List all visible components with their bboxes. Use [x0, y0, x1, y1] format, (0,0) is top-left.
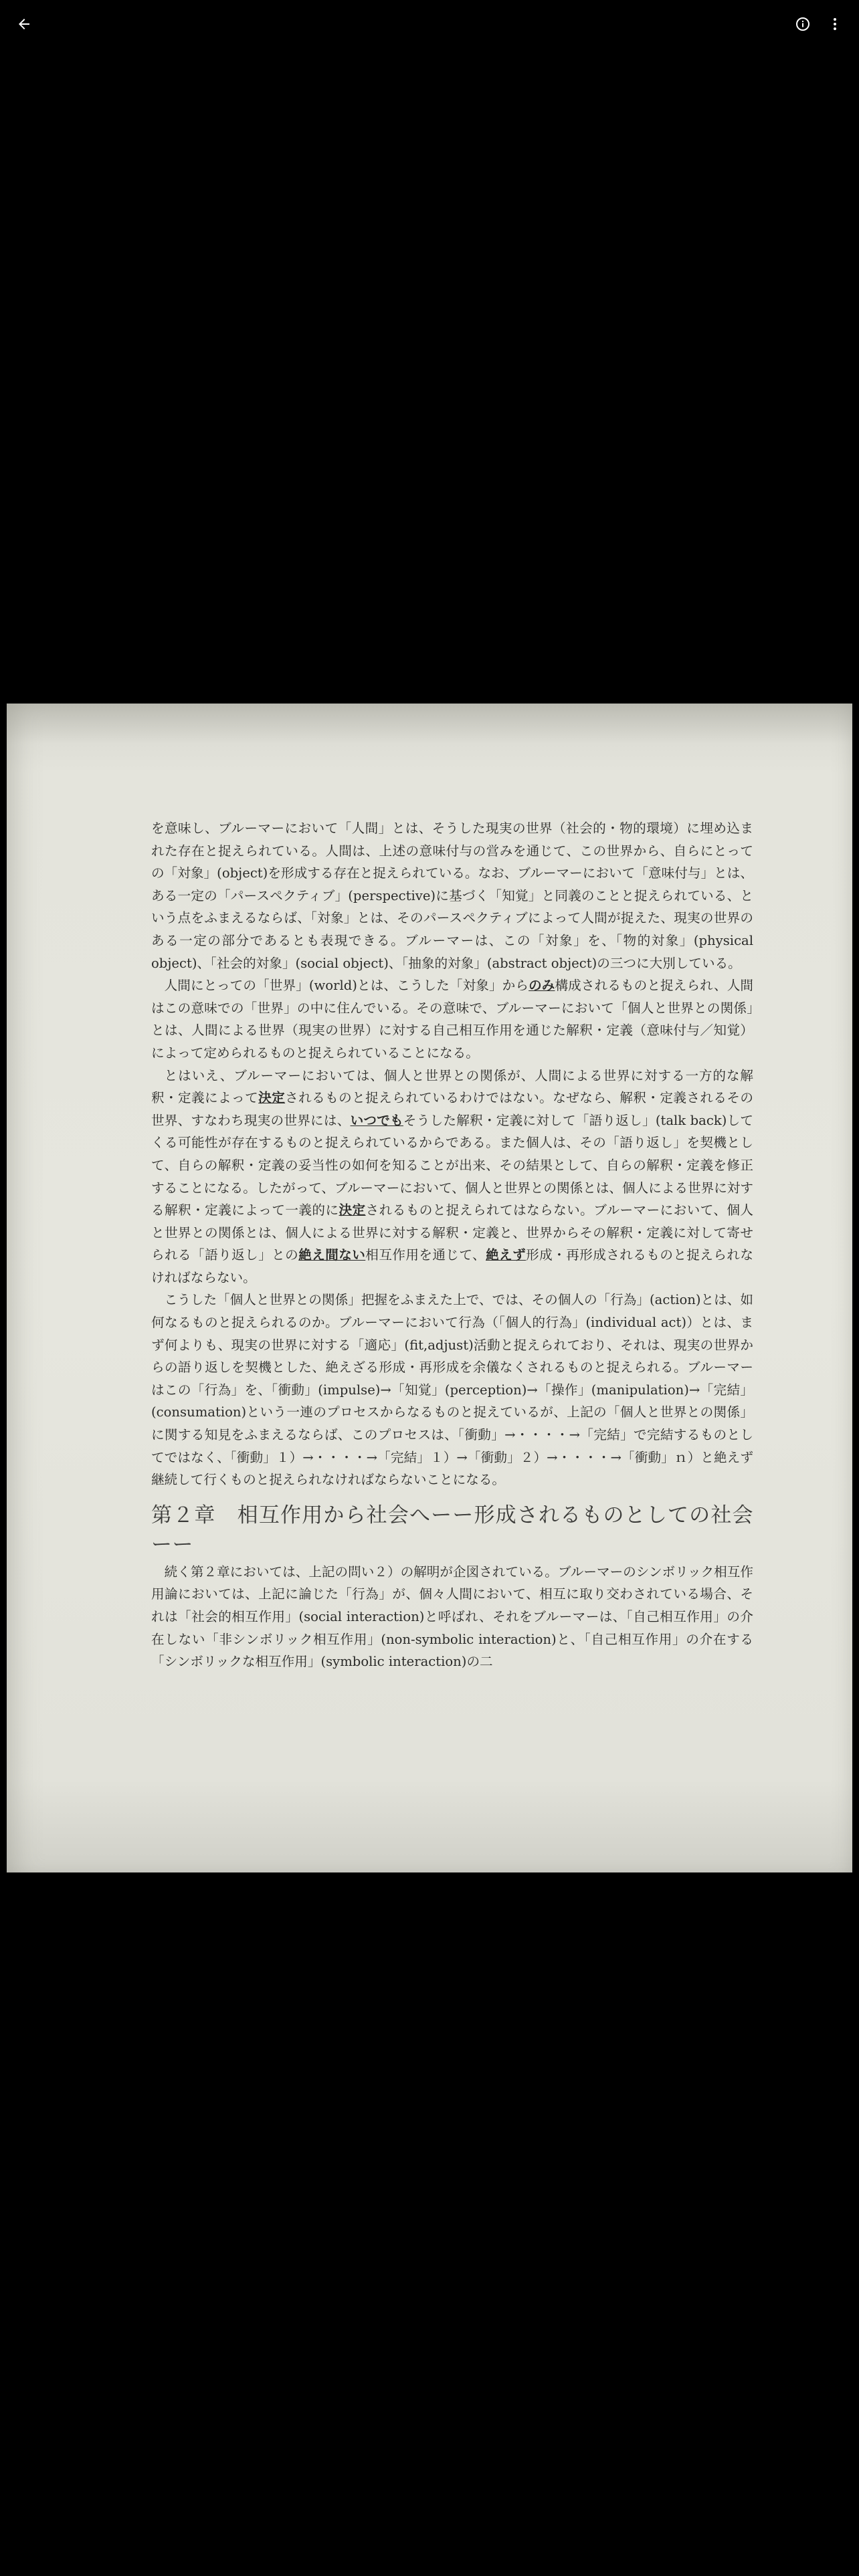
text-run: されるものと捉えられてはならない。ブルーマーにおいて、個人と世界との関係とは、個人による世界に対する解釈・定義と、世界からその解釈・定義に対して寄せられる「語り返し」との: [151, 1202, 754, 1263]
underlined-emphasis: のみ: [529, 978, 555, 994]
underlined-emphasis: 絶え間ない: [298, 1247, 366, 1263]
more-vert-icon: [827, 16, 843, 32]
paragraph-1: [151, 817, 753, 974]
top-app-bar: [0, 0, 859, 48]
text-run: を意味し、ブルーマーにおいて「人間」とは、そうした現実の世界（社会的・物的環境）に埋め込まれた存在と捉えられている。人間は、上述の意味付与の営みを通じて、この世界から、自らにとっての「対象」(object)を形成する存在と捉えられている。なお、ブルーマーにおいて「意味付与」とは、ある一定の「パースペクティブ」(perspective)に基づく「知覚」と同義のことと捉えられている、という点をふまえるならば、「対象」とは、そのパースペクティブによって人間が捉えた、現実の世界のある一定の部分であるとも表現できる。ブルーマーは、この「対象」を、「物的対象」(physical object)、「社会的対象」(social object)、「抽象的対象」(abstract object)の三つに大別している。: [151, 821, 753, 971]
info-button[interactable]: [787, 8, 819, 40]
document-page-text: [151, 817, 753, 1673]
text-run: 人間にとっての「世界」(world)とは、こうした「対象」から: [164, 978, 529, 994]
paragraph-4: [151, 1289, 753, 1491]
underlined-emphasis: 絶えず: [486, 1247, 527, 1263]
more-options-button[interactable]: [819, 8, 851, 40]
underlined-emphasis: 決定: [339, 1202, 366, 1218]
text-run: そうした解釈・定義に対して「語り返し」(talk back)してくる可能性が存在するものと捉えられているからである。また個人は、その「語り返し」を契機として、自らの解釈・定義の妥当性の如何を知ることが出来、その結果として、自らの解釈・定義を修正することになる。したがって、ブルーマーにおいて、個人と世界との関係とは、個人による世界に対する解釈・定義によって一義的に: [151, 1112, 754, 1218]
chapter-heading: 第２章 相互作用から社会へーー形成されるものとしての社会ーー: [151, 1503, 753, 1557]
text-run: 構成されるものと捉えられ、人間はこの意味での「世界」の中に住んでいる。その意味で、ブルーマーにおいて「個人と世界との関係」とは、人間による世界（現実の世界）に対する自己相互作用を通じた解釈・定義（意味付与／知覚）によって定められるものと捉えられていることになる。: [151, 978, 754, 1061]
text-run: 相互作用を通じて、: [365, 1247, 486, 1263]
underlined-emphasis: いつでも: [350, 1112, 403, 1128]
chapter-paragraph: 続く第２章においては、上記の問い２）の解明が企図されている。ブルーマーのシンボリック相互作用論においては、上記に論じた「行為」が、個々人間において、相互に取り交わされている場合、それは「社会的相互作用」(social interaction)と呼ばれ、それをブルーマーは、「自己相互作用」の介在しない「非シンボリック相互作用」(non-symbolic interaction)と、「自己相互作用」の介在する「シンボリックな相互作用」(symbolic interaction)の二: [151, 1564, 753, 1670]
back-button[interactable]: [8, 8, 40, 40]
paragraph-2: [151, 974, 753, 1064]
text-run: 形成・再形成されるものと捉えられなければならない。: [151, 1247, 754, 1285]
paragraph-3: [151, 1065, 753, 1289]
text-run: こうした「個人と世界との関係」把握をふまえた上で、では、その個人の「行為」(action)とは、如何なるものと捉えられるのか。ブルーマーにおいて行為（「個人的行為」(individual act)）とは、まず何よりも、現実の世界に対する「適応」(fit,adjust)活動と捉えられており、それは、現実の世界からの語り返しを契機とした、絶えざる形成・再形成を余儀なくされるものと捉えられる。ブルーマーはこの「行為」を、「衝動」(impulse)→「知覚」(perception)→「操作」(manipulation)→「完結」(consumation)という一連のプロセスからなるものと捉えているが、上記の「個人と世界との関係」に関する知見をふまえるならば、このプロセスは、「衝動」→・・・・→「完結」で完結するものとしてではなく、「衝動」１）→・・・・→「完結」１）→「衝動」２）→・・・・→「衝動」ｎ）と絶えず継続して行くものと捉えられなければならないことになる。: [151, 1292, 753, 1488]
text-run: とはいえ、ブルーマーにおいては、個人と世界との関係が、人間による世界に対する一方的な解釈・定義によって: [151, 1067, 753, 1106]
text-run: されるものと捉えられているわけではない。なぜなら、解釈・定義されるその世界、すなわち現実の世界には、: [151, 1090, 754, 1128]
arrow-back-icon: [16, 16, 32, 32]
document-photo[interactable]: [7, 704, 852, 1872]
info-icon: [795, 16, 811, 32]
underlined-emphasis: 決定: [258, 1090, 286, 1106]
